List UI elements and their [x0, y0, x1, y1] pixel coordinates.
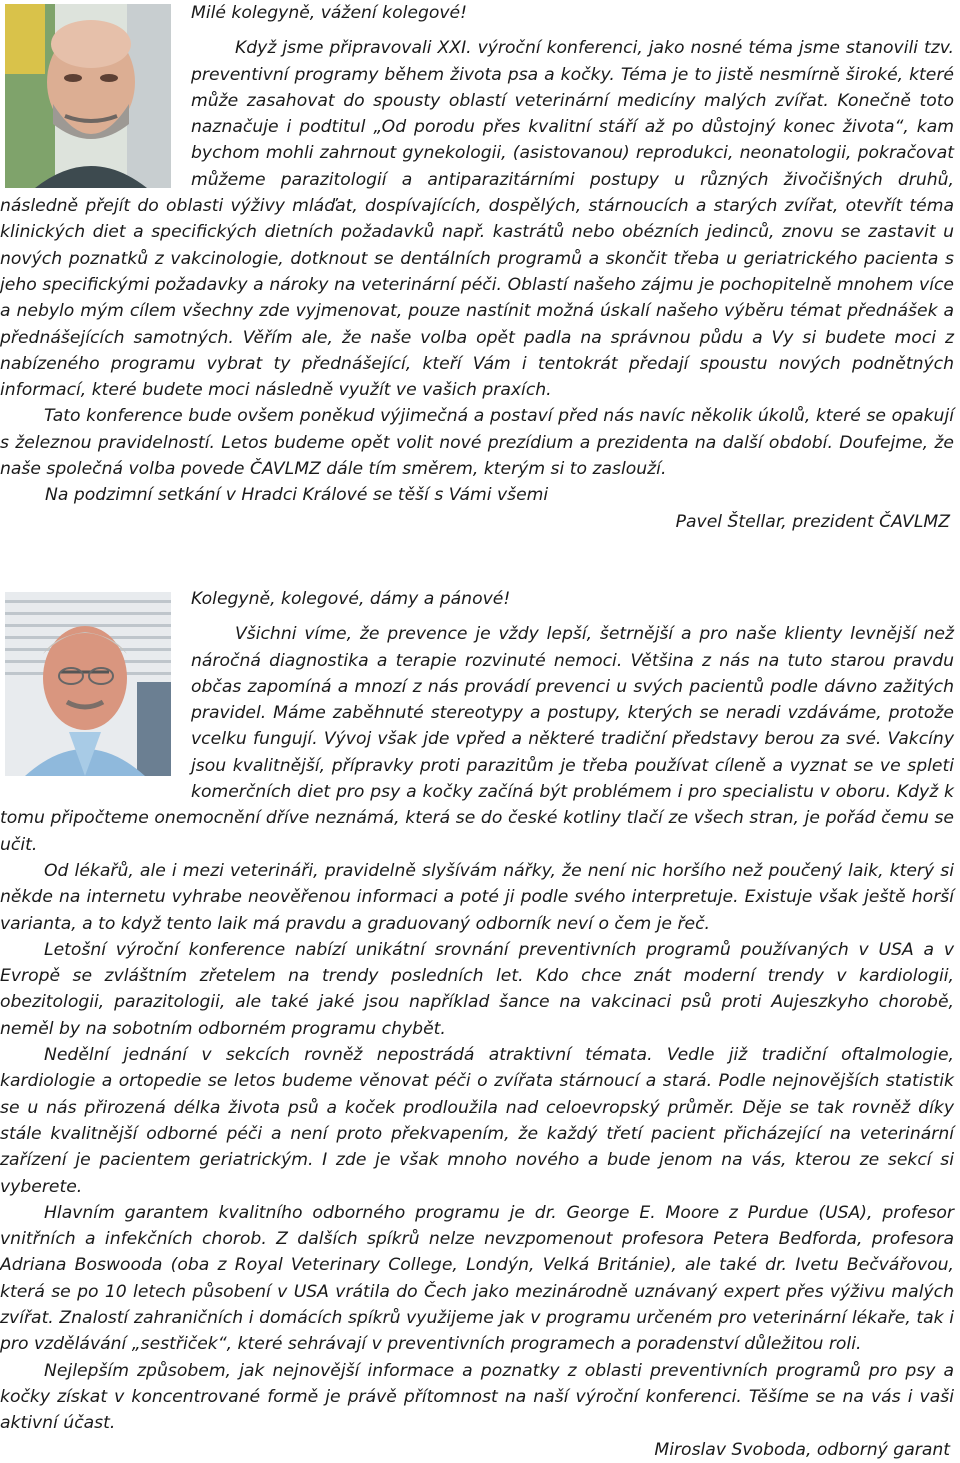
paragraph: Letošní výroční konference nabízí unikátní srovnání preventivních programů používaných v USA a v Evropě se zvláštním zřetelem na trendy posledních let. Kdo chce znát moderní trendy v kardiologii, obezitologii, parazitologii, ale také jaké jsou například šance na vakcinaci psů proti Aujeszkyho chorobě, neměl by na sobotním odborném programu chybět.	[0, 939, 954, 1039]
paragraph: Když jsme připravovali XXI. výroční konferenci, jako nosné téma jsme stanovili tzv. preventivní programy během života psa a kočky. Téma je to jistě nesmírně široké, které může zasahovat do spousty oblastí veterinární medicíny malých zvířat. Konečně toto naznačuje i podtitul „Od porodu přes kvalitní stáří až po důstojný konec života“, kam bychom mohli zahrnout gynekologii, (asistovanou) reprodukci, neonatologii, pokračovat můžeme parazitologií a antiparazitárními postupy u různých živočišných druhů, následně přejít do oblasti výživy mláďat, dospívajících, dospělých, stárnoucích a starých zvířat, otevřít téma klinických diet a specifických dietních požadavků např. kastrátů nebo obézních jedinců, znovu se zastavit u nových poznatků z vakcinologie, dotknout se dentálních programů a skončit třeba u geriatrického pacienta s jeho specifickými požadavky a nároky na veterinární péči. Oblastí našeho zájmu je pochopitelně mnohem více a nebylo mým cílem všechny zde vyjmenovat, pouze nastínit možná úskalí našeho výběru témat přednášek a přednášejících samotných. Věřím ale, že naše volba opět padla na správnou půdu a Vy si budete moci z nabízeného programu vybrat ty přednášející, kteří Vám i tentokrát předají spoustu nových podnětných informací, které budete moci následně využít ve vašich praxích.	[0, 38, 954, 401]
paragraph: Všichni víme, že prevence je vždy lepší, šetrnější a pro naše klienty levnější než náročná diagnostika a terapie rozvinuté nemoci. Většina z nás na tuto starou pravdu občas zapomíná a mnozí z nás provádí prevenci u svých pacientů podle dávno zažitých pravidel. Máme zaběhnuté stereotypy a postupy, kterých se neradi vzdáváme, protože vcelku fungují. Vývoj však jde vpřed a některé tradiční představy berou za své. Vakcíny jsou kvalitnější, přípravky proti parazitům je třeba používat cíleně a vyznat se ve spleti komerčních diet pro psy a kočky začíná být problémem i pro specialistu v oboru. Když k tomu připočteme onemocnění dříve neznámá, která se do české kotliny tlačí ze všech stran, je pořád čemu se učit.	[0, 624, 954, 855]
editorial-letter-1	[0, 0, 960, 560]
portrait-image	[5, 592, 171, 776]
portrait-image	[5, 4, 171, 188]
signature: Pavel Štellar, prezident ČAVLMZ	[675, 511, 950, 532]
paragraph: Od lékařů, ale i mezi veterináři, pravidelně slyšívám nářky, že není nic horšího než poučený laik, který si někde na internetu vyhrabe neověřenou informaci a poté ji podle svého interpretuje. Existuje však ještě horší varianta, a to když tento laik má pravdu a graduovaný odborník neví o čem je řeč.	[0, 860, 954, 934]
closing-line: Na podzimní setkání v Hradci Králové se těší s Vámi všemi	[45, 485, 549, 506]
greeting: Milé kolegyně, vážení kolegové!	[191, 3, 468, 23]
editorial-letter-2	[0, 586, 960, 1460]
signature: Miroslav Svoboda, odborný garant	[654, 1439, 950, 1460]
greeting: Kolegyně, kolegové, dámy a pánové!	[191, 589, 511, 609]
author-photo-2	[5, 592, 171, 776]
paragraph: Nedělní jednání v sekcích rovněž nepostrádá atraktivní témata. Vedle již tradiční oftalmologie, kardiologie a ortopedie se letos budeme věnovat péči o zvířata stárnoucí a stará. Podle nejnovějších statistik se u nás přirozená délka života psů a koček prodloužila nad celoevropský průměr. Děje se tak rovněž díky stále kvalitnější odborné péči a není proto překvapením, že každý třetí pacient přicházející na veterinární zařízení je pacientem geriatrickým. I zde je však mnoho nového a bude jenom na vás, kterou ze sekcí si vyberete.	[0, 1045, 954, 1197]
paragraph: Hlavním garantem kvalitního odborného programu je dr. George E. Moore z Purdue (USA), profesor vnitřních a infekčních chorob. Z dalších spíkrů nelze nevzpomenout profesora Petera Bedforda, profesora Adriana Boswooda (oba z Royal Veterinary College, Londýn, Velká Británie), ale také dr. Ivetu Bečvářovou, která se po 10 letech působení v USA vrátila do Čech jako mezinárodně uznávaný expert přes výživu malých zvířat. Znalostí zahraničních i domácích spíkrů využijeme jak v programu určeném pro veterinární lékaře, tak i pro vzdělávání „sestřiček“, které sehrávají v preventivních programech a poradenství důležitou roli.	[0, 1202, 954, 1355]
author-photo-1	[5, 4, 171, 188]
paragraph: Nejlepším způsobem, jak nejnovější informace a poznatky z oblasti preventivních programů pro psy a kočky získat v koncentrované formě je právě přítomnost na naší výroční konferenci. Těšíme se na vás i vaši aktivní účast.	[0, 1360, 954, 1434]
paragraph: Tato konference bude ovšem poněkud výjimečná a postaví před nás navíc několik úkolů, které se opakují s železnou pravidelností. Letos budeme opět volit nové prezídium a prezidenta na další období. Doufejme, že naše společná volba povede ČAVLMZ dále tím směrem, kterým si to zaslouží.	[0, 406, 954, 480]
